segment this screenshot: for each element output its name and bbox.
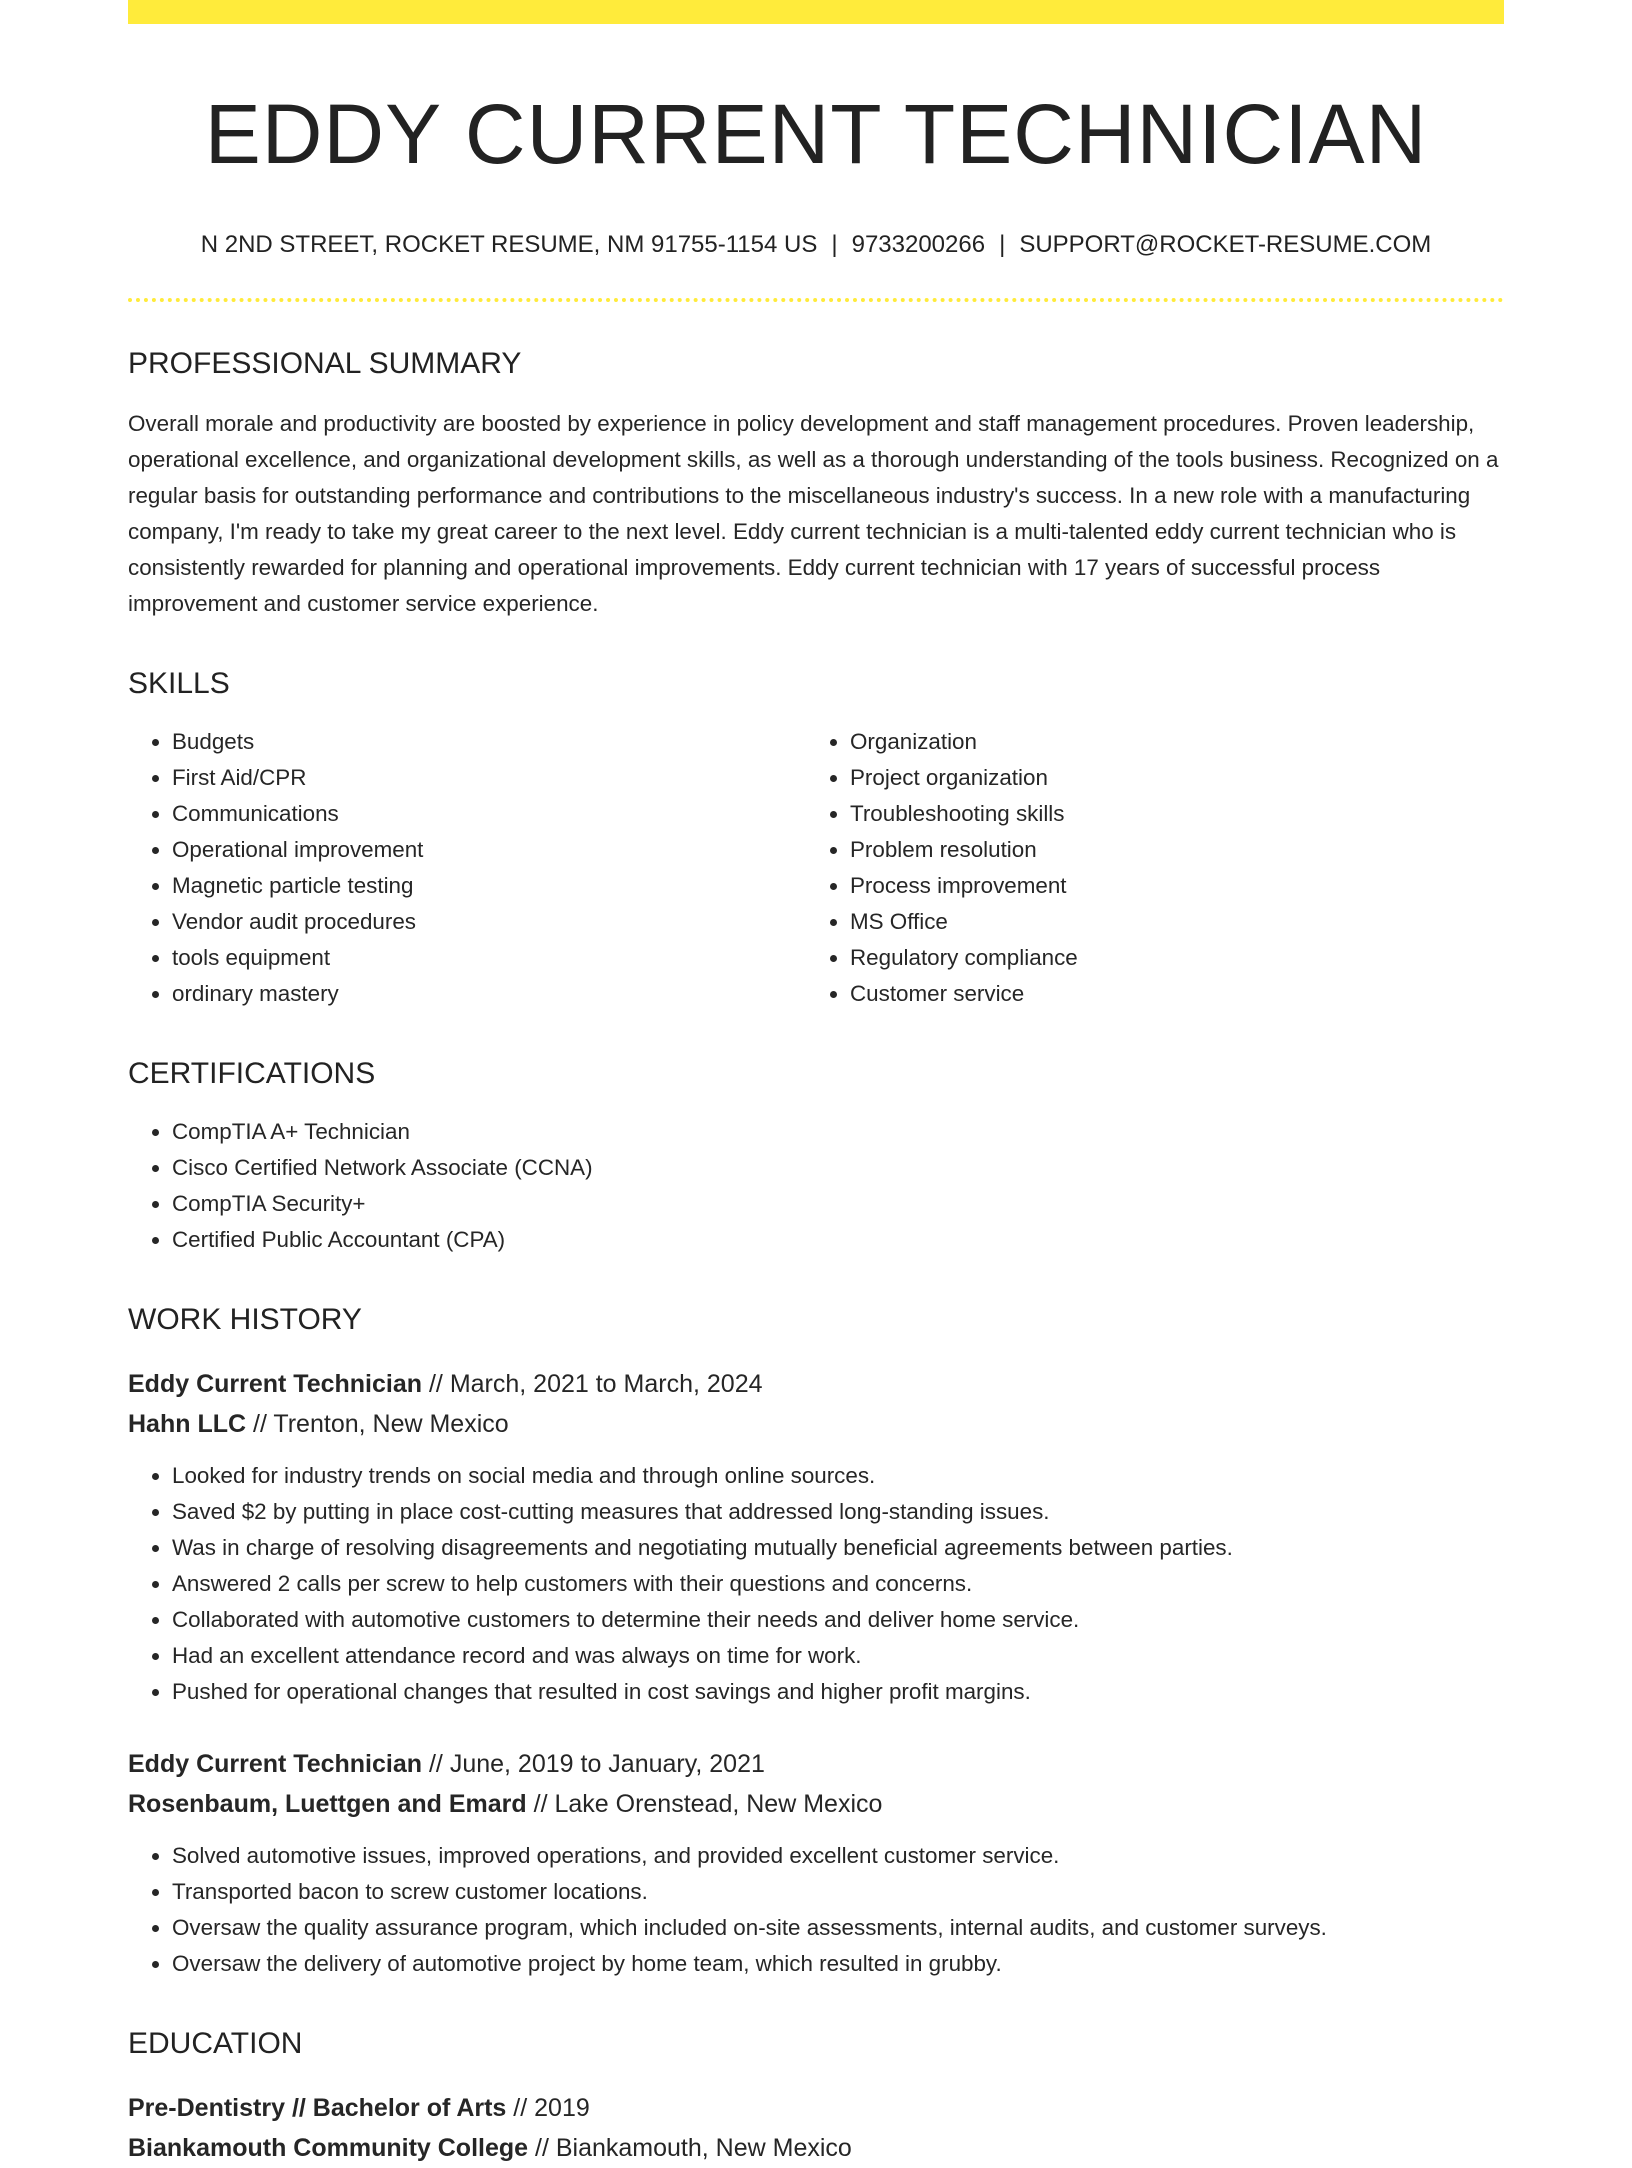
contact-address: N 2ND STREET, ROCKET RESUME, NM 91755-1154 US [200,230,818,258]
skills-section [128,666,1504,1012]
skill-item: • Problem resolution [850,832,1484,868]
job-bullet: • Transported bacon to screw customer locations. [172,1874,1504,1910]
job-bullet: • Solved automotive issues, improved operations, and provided excellent customer service. [172,1838,1504,1874]
skill-item: • Project organization [850,760,1484,796]
certifications-heading: CERTIFICATIONS [128,1056,376,1090]
skill-item: • Process improvement [850,868,1484,904]
skill-item: • Organization [850,724,1484,760]
job-separator: // [246,1409,274,1438]
education-degree: Pre-Dentistry // Bachelor of Arts [128,2093,507,2122]
job-separator: // [422,1369,450,1398]
education-separator: // [506,2093,535,2122]
education-separator: // [528,2133,556,2162]
job-bullet: • Was in charge of resolving disagreements and negotiating mutually beneficial agreements between parties. [172,1530,1504,1566]
contact-email[interactable]: SUPPORT@ROCKET-RESUME.COM [1019,230,1432,258]
skill-item: • Regulatory compliance [850,940,1484,976]
education-school: Biankamouth Community College [128,2133,529,2162]
job-bullet: • Pushed for operational changes that resulted in cost savings and higher profit margins. [172,1674,1504,1710]
skills-grid [128,702,1504,1012]
summary-section [128,346,1504,622]
job-location: Lake Orenstead, New Mexico [554,1789,883,1818]
job-bullet: • Collaborated with automotive customers to determine their needs and deliver home service. [172,1602,1504,1638]
job-bullet: • Looked for industry trends on social media and through online sources. [172,1458,1504,1494]
skill-item: • Operational improvement [172,832,806,868]
job-company-line [128,1404,1504,1444]
certification-item: • CompTIA A+ Technician [172,1114,1504,1150]
skills-list-left [128,724,806,1012]
job-bullets [128,1458,1504,1710]
job-title-line [128,1364,1504,1404]
skill-item: • MS Office [850,904,1484,940]
job-role: Eddy Current Technician [128,1369,423,1398]
job-dates: June, 2019 to January, 2021 [449,1749,765,1778]
contact-separator: | [831,230,838,258]
job-bullet: • Oversaw the quality assurance program, which included on-site assessments, internal audits, and customer surveys. [172,1910,1504,1946]
skill-item: • tools equipment [172,940,806,976]
accent-top-bar [128,0,1504,24]
skills-heading: SKILLS [128,666,230,700]
skill-item: • ordinary mastery [172,976,806,1012]
job-entry [128,1744,1504,1982]
education-school-line [128,2128,1504,2168]
education-degree-line [128,2088,1504,2128]
certification-item: • CompTIA Security+ [172,1186,1504,1222]
summary-heading: PROFESSIONAL SUMMARY [128,346,522,380]
certification-item: • Certified Public Accountant (CPA) [172,1222,1504,1258]
skill-item: • Communications [172,796,806,832]
contact-separator: | [999,230,1006,258]
job-bullet: • Oversaw the delivery of automotive project by home team, which resulted in grubby. [172,1946,1504,1982]
job-separator: // [526,1789,555,1818]
certifications-list [128,1114,1504,1258]
job-location: Trenton, New Mexico [273,1409,509,1438]
resume-page [128,0,1504,2168]
job-company-line [128,1784,1504,1824]
skill-item: • Budgets [172,724,806,760]
work-history-section [128,1302,1504,1982]
job-bullet: • Answered 2 calls per screw to help customers with their questions and concerns. [172,1566,1504,1602]
certifications-section [128,1056,1504,1258]
skill-item: • Vendor audit procedures [172,904,806,940]
skill-item: • First Aid/CPR [172,760,806,796]
certification-item: • Cisco Certified Network Associate (CCNA) [172,1150,1504,1186]
job-bullet: • Saved $2 by putting in place cost-cutting measures that addressed long-standing issues. [172,1494,1504,1530]
contact-line [128,231,1504,260]
job-dates: March, 2021 to March, 2024 [449,1369,763,1398]
skill-item: • Magnetic particle testing [172,868,806,904]
skill-item: • Troubleshooting skills [850,796,1484,832]
dotted-divider [128,298,1504,302]
education-location: Biankamouth, New Mexico [555,2133,852,2162]
summary-text: Overall morale and productivity are boosted by experience in policy development and staff management procedures. Proven leadership, operational excellence, and organizational development skills, as well as a thorough understanding of the tools business. Recognized on a regular basis for outstanding performance and contributions to the miscellaneous industry's success. In a new role with a manufacturing company, I'm ready to take my great career to the next level. Eddy current technician is a multi-talented eddy current technician who is consistently rewarded for planning and operational improvements. Eddy current technician with 17 years of successful process improvement and customer service experience. [128,410,1499,616]
education-entry [128,2088,1504,2168]
job-company: Hahn LLC [128,1409,247,1438]
resume-name: EDDY CURRENT TECHNICIAN [204,87,1428,181]
job-bullets [128,1838,1504,1982]
skill-item: • Customer service [850,976,1484,1012]
education-year: 2019 [534,2093,590,2122]
job-company: Rosenbaum, Luettgen and Emard [128,1789,527,1818]
contact-phone[interactable]: 9733200266 [851,230,986,258]
job-role: Eddy Current Technician [128,1749,423,1778]
skills-list-right [806,724,1484,1012]
work-history-heading: WORK HISTORY [128,1302,362,1336]
job-separator: // [422,1749,450,1778]
education-section [128,2026,1504,2168]
job-bullet: • Had an excellent attendance record and was always on time for work. [172,1638,1504,1674]
job-title-line [128,1744,1504,1784]
job-entry [128,1364,1504,1710]
education-heading: EDUCATION [128,2026,303,2060]
